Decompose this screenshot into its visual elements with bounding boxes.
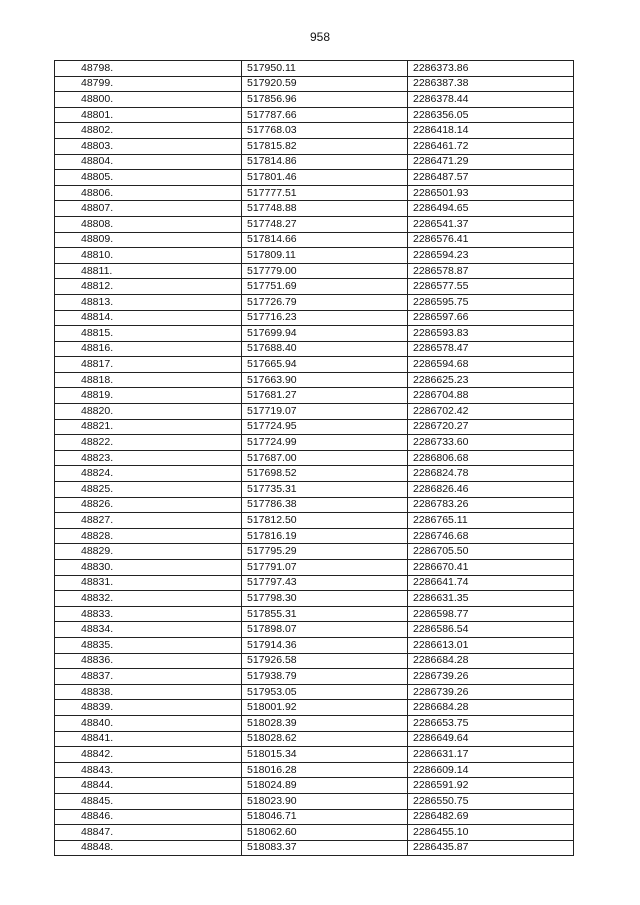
y-coordinate-cell: 2286501.93	[408, 185, 574, 201]
point-id-cell: 48822.	[55, 435, 242, 451]
x-coordinate-cell: 518028.62	[242, 731, 408, 747]
point-id-cell: 48841.	[55, 731, 242, 747]
point-id-cell: 48815.	[55, 326, 242, 342]
x-coordinate-cell: 517688.40	[242, 341, 408, 357]
table-row	[55, 201, 574, 217]
y-coordinate-cell: 2286471.29	[408, 154, 574, 170]
y-coordinate-cell: 2286594.68	[408, 357, 574, 373]
point-id-cell: 48803.	[55, 138, 242, 154]
table-row	[55, 92, 574, 108]
y-coordinate-cell: 2286435.87	[408, 840, 574, 856]
x-coordinate-cell: 517768.03	[242, 123, 408, 139]
table-row	[55, 185, 574, 201]
y-coordinate-cell: 2286824.78	[408, 466, 574, 482]
point-id-cell: 48842.	[55, 747, 242, 763]
point-id-cell: 48844.	[55, 778, 242, 794]
coordinates-table-body	[55, 61, 574, 856]
table-row	[55, 107, 574, 123]
y-coordinate-cell: 2286746.68	[408, 528, 574, 544]
y-coordinate-cell: 2286649.64	[408, 731, 574, 747]
point-id-cell: 48804.	[55, 154, 242, 170]
table-row	[55, 528, 574, 544]
x-coordinate-cell: 517777.51	[242, 185, 408, 201]
point-id-cell: 48814.	[55, 310, 242, 326]
table-row	[55, 61, 574, 77]
point-id-cell: 48836.	[55, 653, 242, 669]
point-id-cell: 48835.	[55, 637, 242, 653]
y-coordinate-cell: 2286705.50	[408, 544, 574, 560]
x-coordinate-cell: 517699.94	[242, 326, 408, 342]
x-coordinate-cell: 517719.07	[242, 404, 408, 420]
x-coordinate-cell: 517938.79	[242, 669, 408, 685]
table-row	[55, 544, 574, 560]
x-coordinate-cell: 518046.71	[242, 809, 408, 825]
x-coordinate-cell: 518062.60	[242, 825, 408, 841]
x-coordinate-cell: 518024.89	[242, 778, 408, 794]
point-id-cell: 48805.	[55, 170, 242, 186]
y-coordinate-cell: 2286765.11	[408, 513, 574, 529]
x-coordinate-cell: 517716.23	[242, 310, 408, 326]
x-coordinate-cell: 517751.69	[242, 279, 408, 295]
table-row	[55, 482, 574, 498]
y-coordinate-cell: 2286826.46	[408, 482, 574, 498]
table-row	[55, 123, 574, 139]
point-id-cell: 48848.	[55, 840, 242, 856]
point-id-cell: 48806.	[55, 185, 242, 201]
x-coordinate-cell: 517726.79	[242, 294, 408, 310]
x-coordinate-cell: 517920.59	[242, 76, 408, 92]
point-id-cell: 48823.	[55, 450, 242, 466]
table-row	[55, 513, 574, 529]
table-row	[55, 388, 574, 404]
x-coordinate-cell: 517748.88	[242, 201, 408, 217]
point-id-cell: 48800.	[55, 92, 242, 108]
point-id-cell: 48846.	[55, 809, 242, 825]
table-row	[55, 435, 574, 451]
table-row	[55, 778, 574, 794]
x-coordinate-cell: 517795.29	[242, 544, 408, 560]
point-id-cell: 48832.	[55, 591, 242, 607]
y-coordinate-cell: 2286591.92	[408, 778, 574, 794]
table-row	[55, 560, 574, 576]
point-id-cell: 48809.	[55, 232, 242, 248]
table-row	[55, 263, 574, 279]
point-id-cell: 48830.	[55, 560, 242, 576]
y-coordinate-cell: 2286684.28	[408, 653, 574, 669]
point-id-cell: 48843.	[55, 762, 242, 778]
y-coordinate-cell: 2286653.75	[408, 715, 574, 731]
x-coordinate-cell: 517663.90	[242, 372, 408, 388]
point-id-cell: 48845.	[55, 793, 242, 809]
x-coordinate-cell: 517914.36	[242, 637, 408, 653]
y-coordinate-cell: 2286641.74	[408, 575, 574, 591]
coordinates-table	[54, 60, 574, 856]
y-coordinate-cell: 2286739.26	[408, 669, 574, 685]
point-id-cell: 48833.	[55, 606, 242, 622]
y-coordinate-cell: 2286378.44	[408, 92, 574, 108]
point-id-cell: 48824.	[55, 466, 242, 482]
table-row	[55, 450, 574, 466]
x-coordinate-cell: 517856.96	[242, 92, 408, 108]
x-coordinate-cell: 517801.46	[242, 170, 408, 186]
y-coordinate-cell: 2286356.05	[408, 107, 574, 123]
y-coordinate-cell: 2286586.54	[408, 622, 574, 638]
point-id-cell: 48831.	[55, 575, 242, 591]
point-id-cell: 48798.	[55, 61, 242, 77]
y-coordinate-cell: 2286597.66	[408, 310, 574, 326]
y-coordinate-cell: 2286482.69	[408, 809, 574, 825]
table-row	[55, 840, 574, 856]
x-coordinate-cell: 517797.43	[242, 575, 408, 591]
table-row	[55, 216, 574, 232]
x-coordinate-cell: 517926.58	[242, 653, 408, 669]
table-row	[55, 747, 574, 763]
y-coordinate-cell: 2286704.88	[408, 388, 574, 404]
point-id-cell: 48813.	[55, 294, 242, 310]
y-coordinate-cell: 2286494.65	[408, 201, 574, 217]
table-row	[55, 279, 574, 295]
x-coordinate-cell: 518028.39	[242, 715, 408, 731]
table-row	[55, 637, 574, 653]
x-coordinate-cell: 517950.11	[242, 61, 408, 77]
x-coordinate-cell: 517953.05	[242, 684, 408, 700]
table-row	[55, 154, 574, 170]
point-id-cell: 48821.	[55, 419, 242, 435]
point-id-cell: 48825.	[55, 482, 242, 498]
point-id-cell: 48820.	[55, 404, 242, 420]
table-row	[55, 809, 574, 825]
table-row	[55, 372, 574, 388]
table-row	[55, 294, 574, 310]
x-coordinate-cell: 517735.31	[242, 482, 408, 498]
x-coordinate-cell: 518023.90	[242, 793, 408, 809]
point-id-cell: 48818.	[55, 372, 242, 388]
point-id-cell: 48829.	[55, 544, 242, 560]
x-coordinate-cell: 517698.52	[242, 466, 408, 482]
point-id-cell: 48801.	[55, 107, 242, 123]
y-coordinate-cell: 2286487.57	[408, 170, 574, 186]
point-id-cell: 48828.	[55, 528, 242, 544]
y-coordinate-cell: 2286578.87	[408, 263, 574, 279]
y-coordinate-cell: 2286598.77	[408, 606, 574, 622]
y-coordinate-cell: 2286595.75	[408, 294, 574, 310]
y-coordinate-cell: 2286594.23	[408, 248, 574, 264]
x-coordinate-cell: 517798.30	[242, 591, 408, 607]
y-coordinate-cell: 2286609.14	[408, 762, 574, 778]
table-row	[55, 653, 574, 669]
y-coordinate-cell: 2286461.72	[408, 138, 574, 154]
point-id-cell: 48838.	[55, 684, 242, 700]
x-coordinate-cell: 517791.07	[242, 560, 408, 576]
table-row	[55, 700, 574, 716]
table-row	[55, 684, 574, 700]
x-coordinate-cell: 517779.00	[242, 263, 408, 279]
y-coordinate-cell: 2286684.28	[408, 700, 574, 716]
table-row	[55, 466, 574, 482]
point-id-cell: 48817.	[55, 357, 242, 373]
y-coordinate-cell: 2286631.17	[408, 747, 574, 763]
x-coordinate-cell: 518083.37	[242, 840, 408, 856]
x-coordinate-cell: 517855.31	[242, 606, 408, 622]
point-id-cell: 48826.	[55, 497, 242, 513]
x-coordinate-cell: 517681.27	[242, 388, 408, 404]
x-coordinate-cell: 517812.50	[242, 513, 408, 529]
point-id-cell: 48834.	[55, 622, 242, 638]
table-row	[55, 232, 574, 248]
x-coordinate-cell: 517809.11	[242, 248, 408, 264]
x-coordinate-cell: 517724.99	[242, 435, 408, 451]
point-id-cell: 48839.	[55, 700, 242, 716]
x-coordinate-cell: 517816.19	[242, 528, 408, 544]
y-coordinate-cell: 2286783.26	[408, 497, 574, 513]
x-coordinate-cell: 518015.34	[242, 747, 408, 763]
table-row	[55, 793, 574, 809]
table-row	[55, 357, 574, 373]
point-id-cell: 48847.	[55, 825, 242, 841]
table-row	[55, 404, 574, 420]
y-coordinate-cell: 2286720.27	[408, 419, 574, 435]
table-row	[55, 575, 574, 591]
point-id-cell: 48810.	[55, 248, 242, 264]
y-coordinate-cell: 2286670.41	[408, 560, 574, 576]
y-coordinate-cell: 2286806.68	[408, 450, 574, 466]
x-coordinate-cell: 517687.00	[242, 450, 408, 466]
point-id-cell: 48840.	[55, 715, 242, 731]
x-coordinate-cell: 517786.38	[242, 497, 408, 513]
x-coordinate-cell: 518016.28	[242, 762, 408, 778]
table-row	[55, 248, 574, 264]
point-id-cell: 48816.	[55, 341, 242, 357]
y-coordinate-cell: 2286733.60	[408, 435, 574, 451]
table-row	[55, 731, 574, 747]
table-row	[55, 825, 574, 841]
table-row	[55, 419, 574, 435]
point-id-cell: 48819.	[55, 388, 242, 404]
table-row	[55, 138, 574, 154]
point-id-cell: 48799.	[55, 76, 242, 92]
y-coordinate-cell: 2286631.35	[408, 591, 574, 607]
x-coordinate-cell: 517898.07	[242, 622, 408, 638]
y-coordinate-cell: 2286702.42	[408, 404, 574, 420]
point-id-cell: 48807.	[55, 201, 242, 217]
table-row	[55, 170, 574, 186]
x-coordinate-cell: 517724.95	[242, 419, 408, 435]
table-row	[55, 669, 574, 685]
table-row	[55, 310, 574, 326]
table-row	[55, 497, 574, 513]
point-id-cell: 48827.	[55, 513, 242, 529]
y-coordinate-cell: 2286373.86	[408, 61, 574, 77]
point-id-cell: 48837.	[55, 669, 242, 685]
page-number: 958	[309, 30, 331, 44]
table-row	[55, 622, 574, 638]
y-coordinate-cell: 2286387.38	[408, 76, 574, 92]
table-row	[55, 762, 574, 778]
point-id-cell: 48808.	[55, 216, 242, 232]
point-id-cell: 48802.	[55, 123, 242, 139]
x-coordinate-cell: 517748.27	[242, 216, 408, 232]
table-row	[55, 715, 574, 731]
y-coordinate-cell: 2286625.23	[408, 372, 574, 388]
y-coordinate-cell: 2286418.14	[408, 123, 574, 139]
point-id-cell: 48812.	[55, 279, 242, 295]
table-row	[55, 606, 574, 622]
x-coordinate-cell: 517815.82	[242, 138, 408, 154]
y-coordinate-cell: 2286541.37	[408, 216, 574, 232]
x-coordinate-cell: 517814.66	[242, 232, 408, 248]
y-coordinate-cell: 2286613.01	[408, 637, 574, 653]
table-row	[55, 76, 574, 92]
y-coordinate-cell: 2286576.41	[408, 232, 574, 248]
table-row	[55, 326, 574, 342]
x-coordinate-cell: 517814.86	[242, 154, 408, 170]
table-row	[55, 591, 574, 607]
y-coordinate-cell: 2286455.10	[408, 825, 574, 841]
y-coordinate-cell: 2286593.83	[408, 326, 574, 342]
x-coordinate-cell: 518001.92	[242, 700, 408, 716]
y-coordinate-cell: 2286739.26	[408, 684, 574, 700]
y-coordinate-cell: 2286577.55	[408, 279, 574, 295]
x-coordinate-cell: 517787.66	[242, 107, 408, 123]
x-coordinate-cell: 517665.94	[242, 357, 408, 373]
point-id-cell: 48811.	[55, 263, 242, 279]
y-coordinate-cell: 2286550.75	[408, 793, 574, 809]
table-row	[55, 341, 574, 357]
y-coordinate-cell: 2286578.47	[408, 341, 574, 357]
